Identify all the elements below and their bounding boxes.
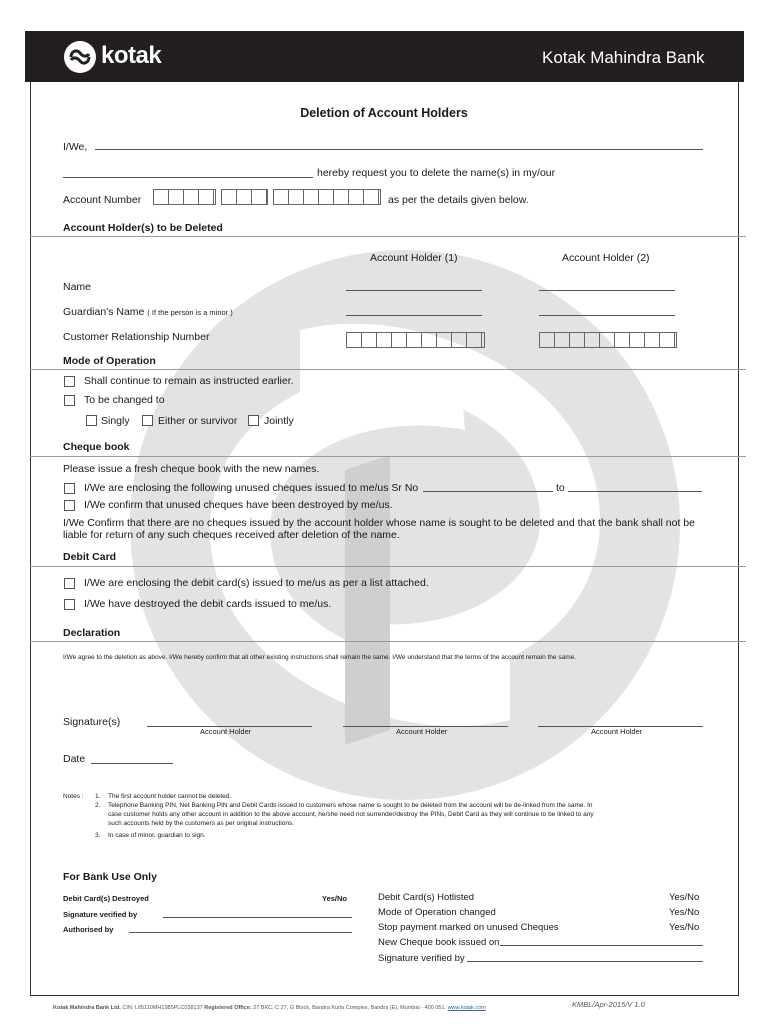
debit-enclosing-label: I/We are enclosing the debit card(s) issued to me/us as per a list attached.	[84, 577, 429, 589]
mode-changed-yesno: Yes/No	[669, 907, 700, 918]
note-2-line-2: case customer holds any other account in addition to the above account, he/she need not surrender/destroy the PINs, Debit Card as they will continue to be linked to any	[108, 811, 594, 818]
account-holder-caption-2: Account Holder	[396, 727, 448, 736]
mode-continue-label: Shall continue to remain as instructed earlier.	[84, 375, 294, 387]
enclosing-cheques-checkbox[interactable]	[64, 483, 75, 494]
note-1-num: 1.	[95, 793, 101, 800]
applicant-name-line[interactable]	[95, 149, 703, 150]
hotlisted-yesno: Yes/No	[669, 892, 700, 903]
account-number-boxes-1[interactable]	[153, 189, 216, 205]
stop-payment-label: Stop payment marked on unused Cheques	[378, 922, 559, 933]
frame-right	[738, 82, 739, 996]
separator	[30, 456, 746, 457]
either-survivor-label: Either or survivor	[158, 415, 238, 427]
account-number-boxes-2[interactable]	[221, 189, 268, 205]
jointly-label: Jointly	[264, 415, 294, 427]
applicant-name-line-2[interactable]	[63, 177, 313, 178]
as-per-details: as per the details given below.	[388, 194, 529, 206]
notes-label: Notes :	[63, 793, 84, 800]
holder2-guardian-field[interactable]	[539, 315, 675, 316]
frame-left	[30, 82, 31, 996]
fresh-cheque-text: Please issue a fresh cheque book with the new names.	[63, 463, 320, 475]
holder1-guardian-field[interactable]	[346, 315, 482, 316]
note-3-num: 3.	[95, 832, 101, 839]
signature-label: Signature(s)	[63, 716, 121, 728]
footer-text: Kotak Mahindra Bank Ltd. CIN: L65110MH1985PLC038137 Registered Office: 27 BKC, C 27, G Block, Bandra Kurla Complex, Bandra (E), Mumbai - 400 051. www.kotak.com	[53, 1005, 486, 1011]
debit-destroyed-bank-label: Debit Card(s) Destroyed	[63, 894, 149, 903]
header-bar	[25, 31, 744, 82]
holders-heading: Account Holder(s) to be Deleted	[63, 222, 223, 234]
cheque-heading: Cheque book	[63, 441, 130, 453]
bank-name: Kotak Mahindra Bank	[542, 48, 705, 67]
debit-enclosing-checkbox[interactable]	[64, 578, 75, 589]
logo-text: kotak	[101, 42, 162, 69]
crn-label: Customer Relationship Number	[63, 331, 210, 343]
separator	[30, 369, 746, 370]
account-number-label: Account Number	[63, 194, 142, 206]
debit-destroyed-label: I/We have destroyed the debit cards issued to me/us.	[84, 598, 332, 610]
new-cheque-label: New Cheque book issued on	[378, 937, 500, 948]
website-link[interactable]: www.kotak.com	[447, 1005, 486, 1011]
note-2-line-3: such accounts held by the customers as per original instructions.	[108, 820, 295, 827]
mode-heading: Mode of Operation	[63, 355, 156, 367]
debit-destroyed-checkbox[interactable]	[64, 599, 75, 610]
stop-payment-yesno: Yes/No	[669, 922, 700, 933]
separator	[30, 566, 746, 567]
account-number-boxes-3[interactable]	[273, 189, 381, 205]
request-text: hereby request you to delete the name(s) in my/our	[317, 167, 556, 179]
sig-verified-field[interactable]	[163, 917, 352, 918]
mode-change-checkbox[interactable]	[64, 395, 75, 406]
cheque-to-field[interactable]	[568, 491, 702, 492]
sig-verified-2-label: Signature verified by	[378, 953, 465, 964]
account-holder-caption-3: Account Holder	[591, 727, 643, 736]
declaration-heading: Declaration	[63, 627, 121, 639]
mode-changed-label: Mode of Operation changed	[378, 907, 496, 918]
confirm-line-2: liable for return of any such cheques received after deletion of the name.	[63, 529, 400, 541]
holder2-header: Account Holder (2)	[562, 252, 650, 264]
cheques-destroyed-checkbox[interactable]	[64, 500, 75, 511]
holder2-name-field[interactable]	[539, 290, 675, 291]
date-field[interactable]	[91, 763, 173, 764]
authorised-field[interactable]	[129, 932, 352, 933]
name-label: Name	[63, 281, 92, 293]
separator	[30, 236, 746, 237]
separator	[30, 641, 746, 642]
mode-continue-checkbox[interactable]	[64, 376, 75, 387]
note-2-line-1: Telephone Banking PIN, Net Banking PIN and Debit Cards issued to customers whose name is sought to be deleted from the account will be de-linked from the same. In	[108, 802, 593, 809]
confirm-line-1: I/We Confirm that there are no cheques issued by the account holder whose name is sought to be deleted and that the bank shall not be	[63, 517, 695, 529]
cheques-destroyed-label: I/We confirm that unused cheques have been destroyed by me/us.	[84, 499, 393, 511]
bank-use-heading: For Bank Use Only	[63, 871, 157, 883]
holder2-crn-boxes[interactable]	[539, 332, 677, 348]
cheque-to-label: to	[556, 482, 565, 494]
jointly-checkbox[interactable]	[248, 415, 259, 426]
iwe-label: I/We,	[63, 141, 88, 153]
form-title: Deletion of Account Holders	[300, 106, 468, 120]
frame-bottom	[30, 995, 739, 996]
sig-verified-2-field[interactable]	[467, 961, 703, 962]
debit-destroyed-yesno: Yes/No	[322, 894, 348, 903]
note-3: In case of minor, guardian to sign.	[108, 832, 206, 839]
holder1-crn-boxes[interactable]	[346, 332, 485, 348]
declaration-text: I/We agree to the deletion as above. I/We hereby confirm that all other existing instructions shall remain the same. I/We understand that the terms of the account remain the same.	[63, 654, 577, 661]
authorised-label: Authorised by	[63, 925, 114, 934]
date-label: Date	[63, 753, 86, 765]
sig-verified-label: Signature verified by	[63, 910, 138, 919]
guardian-label: Guardian's Name ( If the person is a minor )	[63, 306, 233, 318]
note-2-num: 2.	[95, 802, 101, 809]
debit-heading: Debit Card	[63, 551, 117, 563]
holder1-name-field[interactable]	[346, 290, 482, 291]
note-1: The first account holder cannot be deleted.	[108, 793, 232, 800]
kotak-logo-icon	[63, 40, 97, 74]
singly-checkbox[interactable]	[86, 415, 97, 426]
form-code: KMBL/Apr-2015/V 1.0	[572, 1000, 645, 1009]
hotlisted-label: Debit Card(s) Hotlisted	[378, 892, 475, 903]
holder1-header: Account Holder (1)	[370, 252, 458, 264]
cheque-from-field[interactable]	[423, 491, 553, 492]
new-cheque-field[interactable]	[500, 945, 703, 946]
account-holder-caption-1: Account Holder	[200, 727, 252, 736]
mode-change-label: To be changed to	[84, 394, 165, 406]
enclosing-cheques-label: I/We are enclosing the following unused cheques issued to me/us Sr No	[84, 482, 419, 494]
either-survivor-checkbox[interactable]	[142, 415, 153, 426]
singly-label: Singly	[101, 415, 130, 427]
